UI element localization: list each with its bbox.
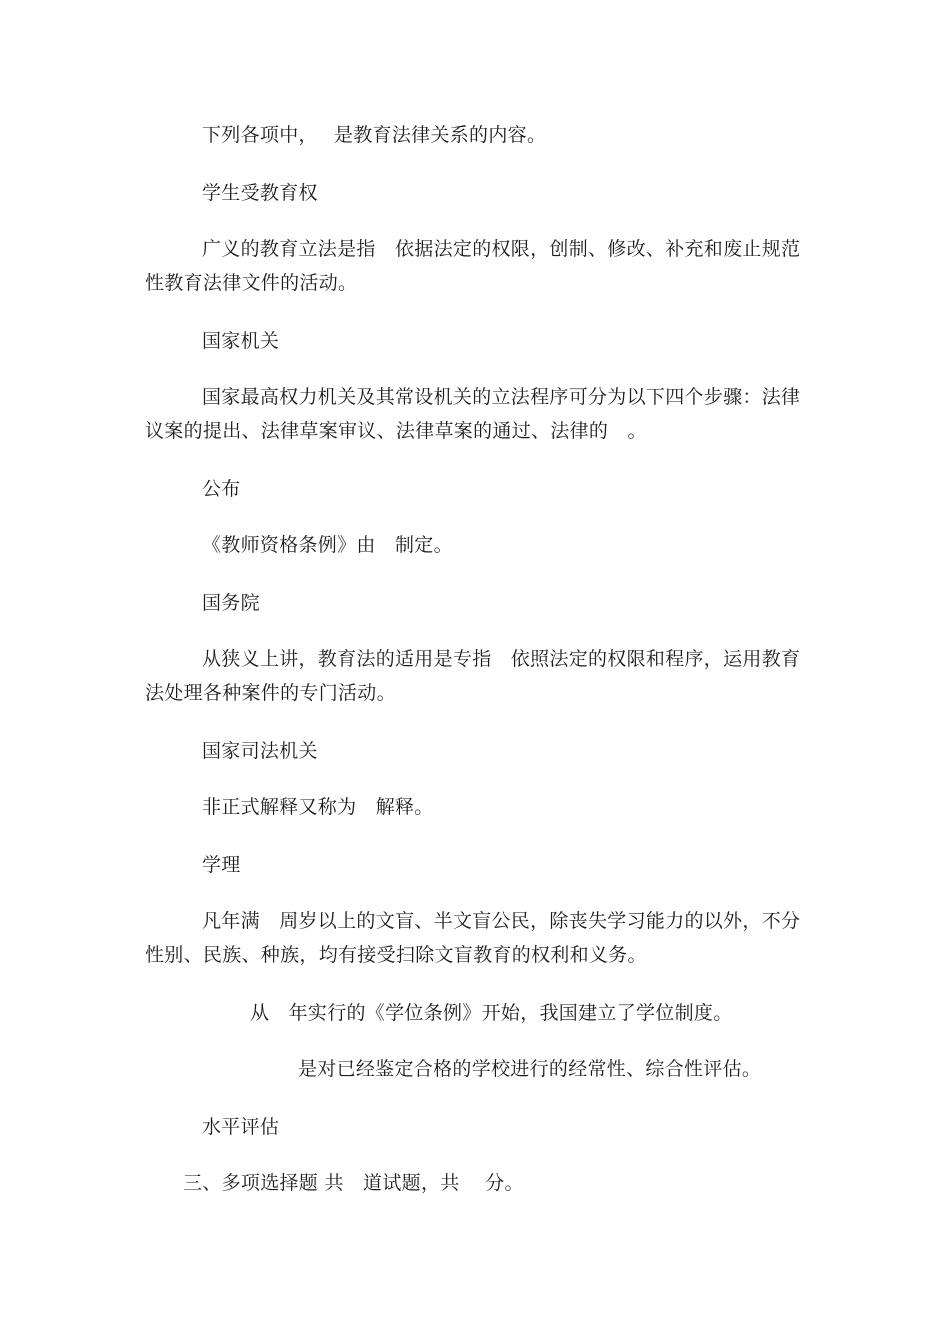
question-9: 是对已经鉴定合格的学校进行的经常性、综合性评估。: [298, 1058, 762, 1080]
answer-5: 国家司法机关: [202, 740, 318, 762]
answer-1: 学生受教育权: [202, 182, 318, 204]
question-7-line-1: 凡年满 周岁以上的文盲、半文盲公民，除丧失学习能力的以外，不分: [202, 910, 801, 932]
question-2-line-2: 性教育法律文件的活动。: [145, 272, 358, 294]
answer-6: 学理: [202, 854, 241, 876]
answer-2: 国家机关: [202, 330, 280, 352]
question-5-line-2: 法处理各种案件的专门活动。: [145, 682, 396, 704]
question-5-line-1: 从狭义上讲，教育法的适用是专指 依照法定的权限和程序，运用教育: [202, 648, 801, 670]
question-1: 下列各项中， 是教育法律关系的内容。: [202, 124, 547, 146]
question-7-line-2: 性别、民族、种族，均有接受扫除文盲教育的权利和义务。: [145, 944, 647, 966]
answer-4: 国务院: [202, 592, 260, 614]
question-2-line-1: 广义的教育立法是指 依据法定的权限，创制、修改、补充和废止规范: [202, 238, 801, 260]
section-heading-multiple-choice: 三、多项选择题 共 道试题，共 分。: [183, 1172, 524, 1194]
answer-3: 公布: [202, 478, 241, 500]
question-3-line-2: 议案的提出、法律草案审议、法律草案的通过、法律的 。: [145, 420, 647, 442]
question-4: 《教师资格条例》由 制定。: [202, 534, 453, 556]
question-8: 从 年实行的《学位条例》开始，我国建立了学位制度。: [250, 1002, 733, 1024]
question-6: 非正式解释又称为 解释。: [202, 796, 434, 818]
question-3-line-1: 国家最高权力机关及其常设机关的立法程序可分为以下四个步骤：法律: [202, 386, 801, 408]
answer-9: 水平评估: [202, 1116, 280, 1138]
